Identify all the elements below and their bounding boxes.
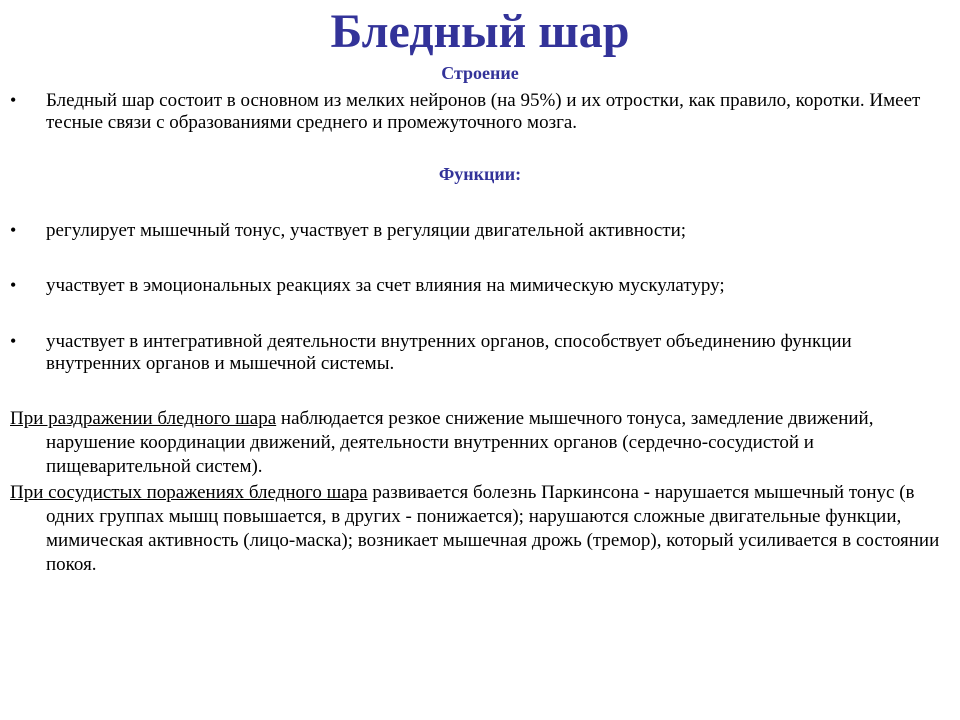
- bullet-dot-icon: •: [10, 90, 17, 110]
- bullet-dot-icon: •: [10, 220, 17, 240]
- irritation-paragraph: [10, 407, 950, 479]
- structure-text: Бледный шар состоит в основном из мелких нейронов (на 95%) и их отростки, как правило, коротки. Имеет тесные связи с образованиями среднего и промежуточного мозга.: [46, 90, 921, 133]
- slide-title: Бледный шар: [330, 5, 630, 58]
- irritation-underlined: При раздражении бледного шара: [10, 408, 277, 429]
- vascular-underlined: При сосудистых поражениях бледного шара: [10, 482, 368, 503]
- vascular-paragraph: [10, 481, 950, 577]
- function-text: участвует в эмоциональных реакциях за счет влияния на мимическую мускулатуру;: [46, 275, 725, 296]
- function-text: регулирует мышечный тонус, участвует в регуляции двигательной активности;: [46, 220, 687, 241]
- bullet-dot-icon: •: [10, 331, 17, 351]
- bullet-dot-icon: •: [10, 275, 17, 295]
- vascular-text: развивается болезнь Паркинсона - нарушается мышечный тонус (в одних группах мышц повышается, в других - понижается); нарушаются сложные двигательные функции, мимическая активность (лицо-маска); возникает мышечная дрожь (тремор), который усиливается в состоянии покоя.: [46, 482, 940, 575]
- irritation-text: наблюдается резкое снижение мышечного тонуса, замедление движений, нарушение координации движений, деятельности внутренних органов (сердечно-сосудистой и пищеварительной систем).: [46, 408, 874, 477]
- structure-heading: Строение: [441, 63, 519, 83]
- functions-heading: Функции:: [438, 164, 522, 184]
- function-text: участвует в интегративной деятельности внутренних органов, способствует объединению функции внутренних органов и мышечной системы.: [46, 331, 852, 374]
